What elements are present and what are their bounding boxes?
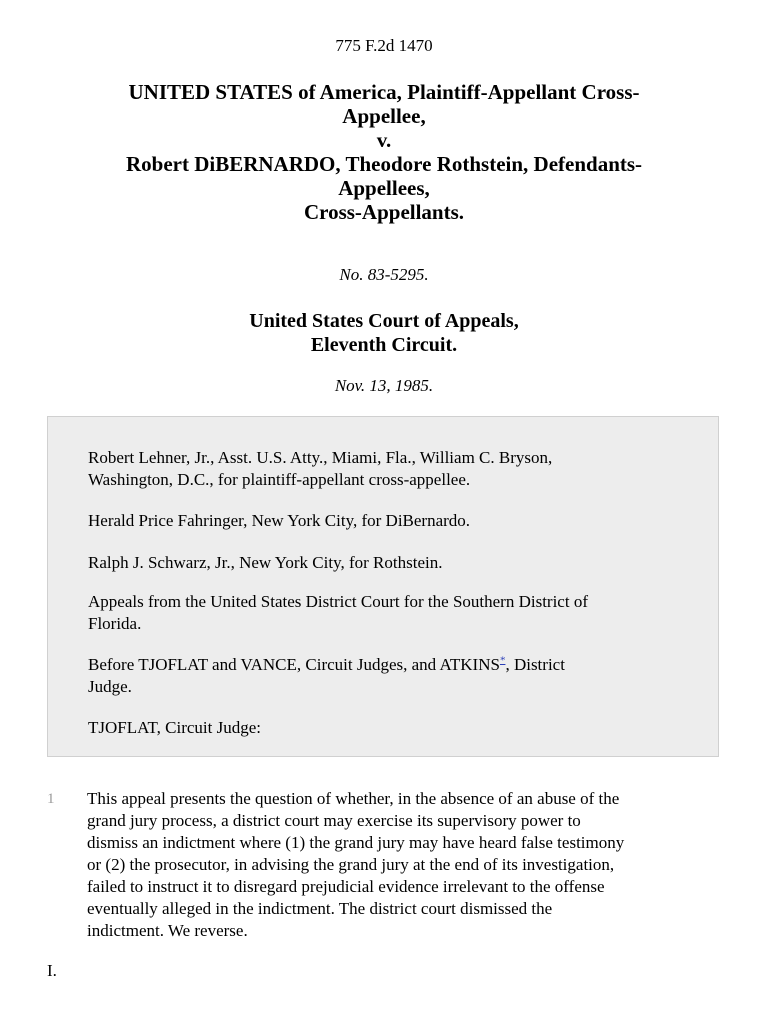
- counsel-panel: [47, 416, 719, 757]
- opinion-author: TJOFLAT, Circuit Judge:: [88, 718, 261, 737]
- footnote-link[interactable]: *: [499, 654, 506, 667]
- counsel-rothstein: Ralph J. Schwarz, Jr., New York City, for Rothstein.: [88, 553, 443, 572]
- court-name-line: United States Court of Appeals,: [249, 310, 519, 332]
- caption-line: Cross-Appellants.: [303, 200, 465, 224]
- appeal-origin: [88, 591, 688, 635]
- appeal-origin-line: Florida.: [88, 614, 142, 633]
- counsel-government: [88, 447, 688, 491]
- panel-judges: [88, 654, 688, 698]
- case-citation: 775 F.2d 1470: [335, 36, 433, 55]
- case-caption: [0, 80, 768, 224]
- paragraph-line: grand jury process, a district court may exercise its supervisory power to: [87, 811, 581, 830]
- appeal-origin-line: Appeals from the United States District Court for the Southern District of: [88, 592, 588, 611]
- decision-date: Nov. 13, 1985.: [334, 376, 434, 395]
- paragraph-line: failed to instruct it to disregard prejudicial evidence irrelevant to the offense: [87, 877, 605, 896]
- caption-line: UNITED STATES of America, Plaintiff-Appellant Cross-: [128, 80, 640, 104]
- panel-judges-text: Judge.: [88, 677, 132, 696]
- court-name: [0, 309, 768, 357]
- counsel-line: Washington, D.C., for plaintiff-appellant cross-appellee.: [88, 470, 471, 489]
- paragraph-line: or (2) the prosecutor, in advising the grand jury at the end of its investigation,: [87, 855, 615, 874]
- paragraph-line: indictment. We reverse.: [87, 921, 248, 940]
- paragraph-line: eventually alleged in the indictment. The district court dismissed the: [87, 899, 553, 918]
- paragraph-line: dismiss an indictment where (1) the grand jury may have heard false testimony: [87, 833, 625, 852]
- court-circuit-line: Eleventh Circuit.: [310, 334, 458, 356]
- caption-line: Appellee,: [342, 104, 426, 128]
- panel-judges-text: Before TJOFLAT and VANCE, Circuit Judges, and ATKINS: [88, 655, 500, 674]
- panel-judges-text: , District: [505, 655, 565, 674]
- counsel-line: Robert Lehner, Jr., Asst. U.S. Atty., Miami, Fla., William C. Bryson,: [88, 448, 553, 467]
- counsel-dibernardo: Herald Price Fahringer, New York City, for DiBernardo.: [88, 511, 471, 530]
- caption-line: Robert DiBERNARDO, Theodore Rothstein, Defendants-: [125, 152, 643, 176]
- paragraph-line: This appeal presents the question of whether, in the absence of an abuse of the: [87, 789, 620, 808]
- section-heading: I.: [47, 961, 57, 980]
- paragraph-number: 1: [47, 791, 55, 807]
- caption-line: Appellees,: [338, 176, 430, 200]
- docket-number: No. 83-5295.: [339, 265, 429, 284]
- caption-line: v.: [376, 128, 392, 152]
- paragraph-text: [87, 788, 727, 942]
